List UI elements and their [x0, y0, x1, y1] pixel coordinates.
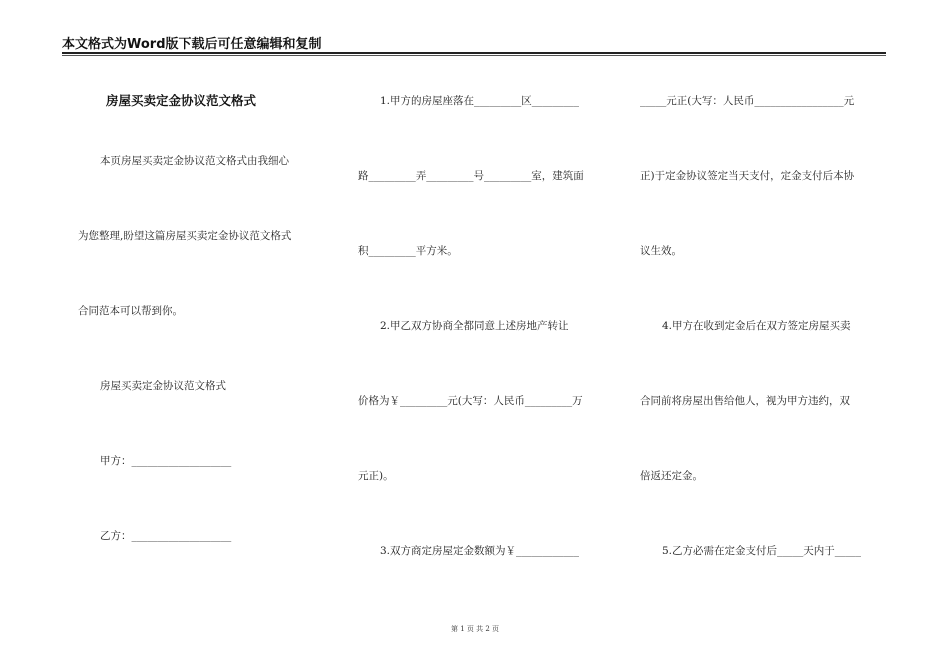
header-rule-thin: [62, 55, 886, 56]
clause-2-line-1: 2.甲乙双方协商全都同意上述房地产转让: [380, 320, 569, 332]
party-b-line: 乙方：___________________: [100, 530, 232, 542]
clause-2-line-2: 价格为￥_________元(大写：人民币_________万: [358, 395, 583, 407]
party-a-line: 甲方：___________________: [100, 455, 232, 467]
clause-1-line-1: 1.甲方的房屋座落在_________区_________: [380, 95, 580, 107]
clause-4-line-2: 合同前将房屋出售给他人，视为甲方违约，双: [640, 395, 850, 407]
clause-3-line-1: 3.双方商定房屋定金数额为￥____________: [380, 545, 580, 557]
clause-1-line-3: 积_________平方米。: [358, 245, 458, 257]
clause-3-line-3: 正)于定金协议签定当天支付，定金支付后本协: [640, 170, 855, 182]
clause-3-line-2: _____元正(大写：人民币_________________元: [640, 95, 855, 107]
section-heading: 房屋买卖定金协议范文格式: [100, 380, 226, 392]
intro-line-1: 本页房屋买卖定金协议范文格式由我细心: [100, 155, 289, 167]
clause-2-line-3: 元正)。: [358, 470, 394, 482]
clause-4-line-3: 倍返还定金。: [640, 470, 703, 482]
intro-line-3: 合同范本可以帮到你。: [78, 305, 183, 317]
clause-1-line-2: 路_________弄_________号_________室，建筑面: [358, 170, 584, 182]
document-title: 房屋买卖定金协议范文格式: [106, 93, 257, 108]
intro-line-2: 为您整理,盼望这篇房屋买卖定金协议范文格式: [78, 230, 292, 242]
clause-5-line-1: 5.乙方必需在定金支付后_____天内于_____: [662, 545, 862, 557]
clause-3-line-4: 议生效。: [640, 245, 682, 257]
page-footer: 第 1 页 共 2 页: [450, 625, 500, 633]
header-rule: [62, 52, 886, 54]
clause-4-line-1: 4.甲方在收到定金后在双方签定房屋买卖: [662, 320, 851, 332]
document-header: 本文格式为Word版下载后可任意编辑和复制: [62, 37, 322, 52]
